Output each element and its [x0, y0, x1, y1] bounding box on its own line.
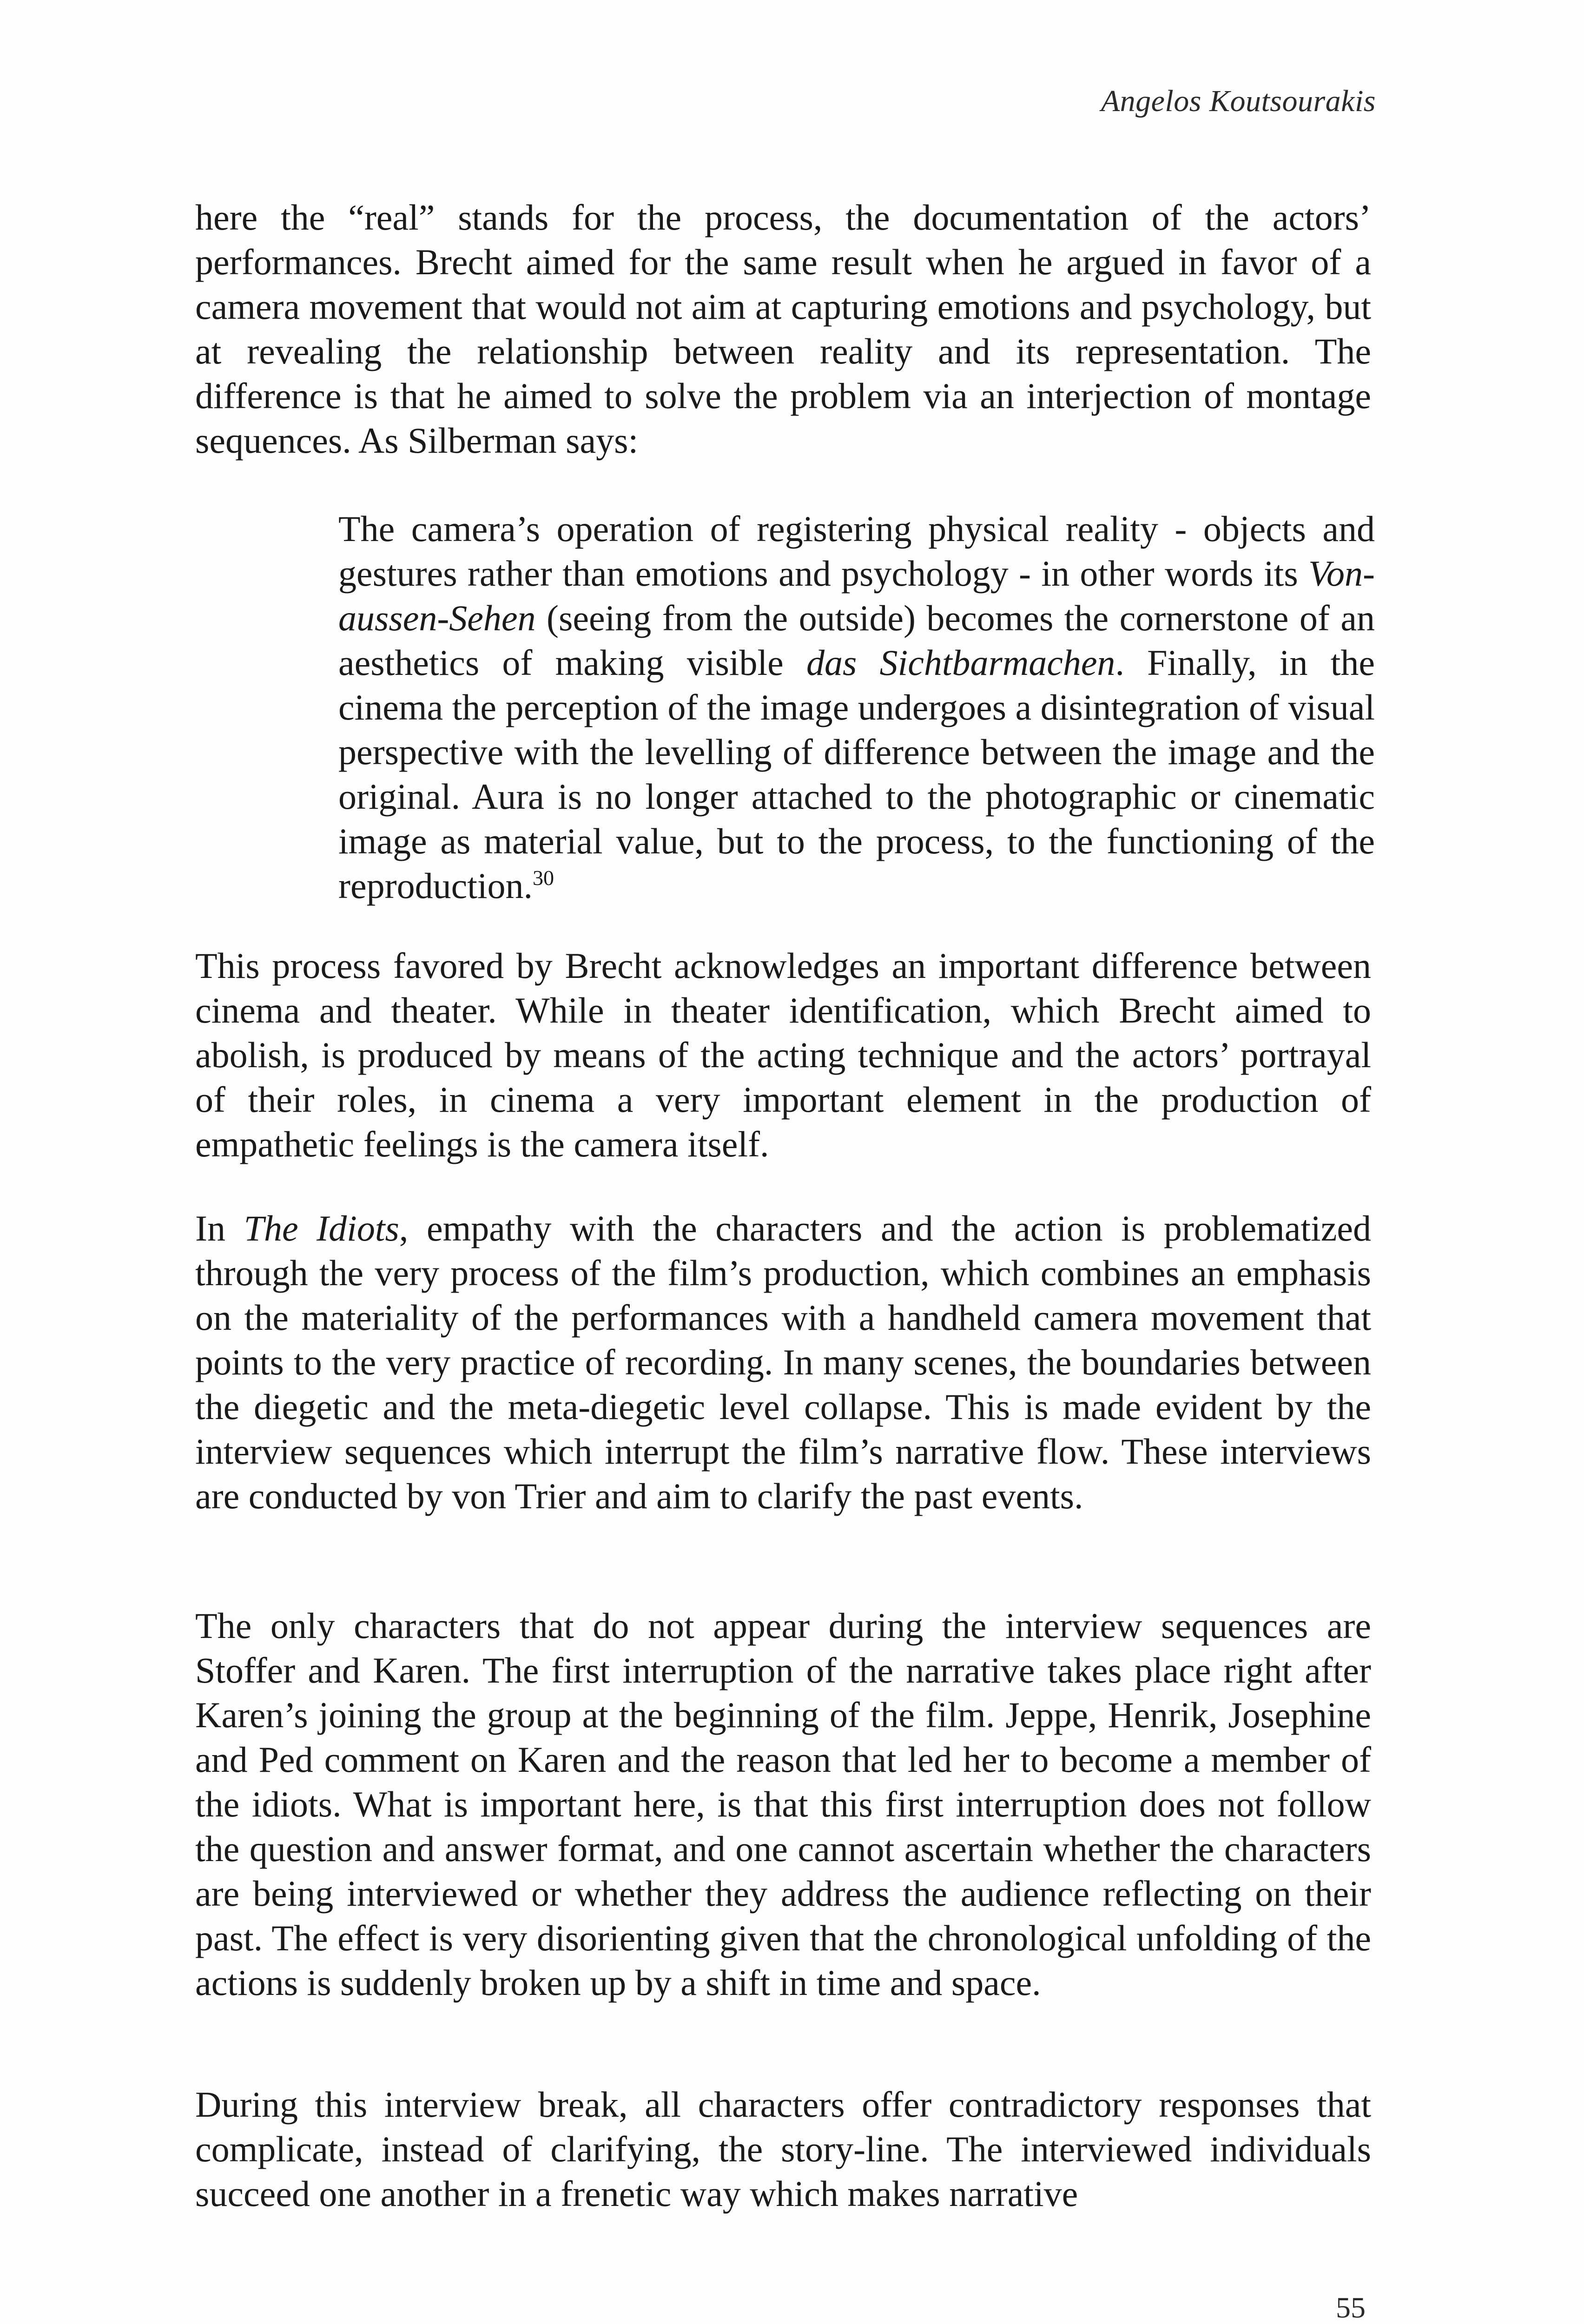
running-head-author: Angelos Koutsourakis: [1101, 84, 1376, 118]
film-title-the-idiots: The Idiots: [244, 1208, 399, 1248]
paragraph-3: [195, 1206, 1371, 1519]
paragraph-1: here the “real” stands for the process, the documentation of the actors’ performances. Brecht aimed for the same result when he argued in favor of a camera movement that would not aim at capturing emotions and psychology, but at revealing the relationship between reality and its representation. The difference is that he aimed to solve the problem via an interjection of montage sequences. As Silberman says:: [195, 197, 1371, 461]
quote-term-sichtbarmachen: das Sichtbarmachen: [806, 642, 1115, 683]
block-quote: [338, 507, 1375, 908]
quote-text-2: (seeing from the outside) becomes the cornerstone of an aesthetics of making visible: [338, 598, 1375, 683]
paragraph-2: This process favored by Brecht acknowledges an important difference between cinema and theater. While in theater identification, which Brecht aimed to abolish, is produced by means of the acting technique and the actors’ portrayal of their roles, in cinema a very important element in the production of empathetic feelings is the camera itself.: [195, 945, 1371, 1164]
page-number: 55: [1336, 2291, 1366, 2324]
quote-text-1: The camera’s operation of registering physical reality - objects and gestures rather than emotions and psychology - in other words its: [338, 508, 1375, 594]
quote-text-3: . Finally, in the cinema the perception of the image undergoes a disintegration of visual perspective with the levelling of difference between the image and the original. Aura is no longer attached to the photographic or cinematic image as material value, but to the process, to the functioning of the reproduction.: [338, 642, 1375, 906]
quote-term-von-aussen-sehen: Von-aussen-Sehen: [338, 553, 1375, 638]
paragraph-3-rest: , empathy with the characters and the action is problematized through the very process of the film’s production, which combines an emphasis on the materiality of the performances with a handheld camera movement that points to the very practice of recording. In many scenes, the boundaries between the diegetic and the meta-diegetic level collapse. This is made evident by the interview sequences which interrupt the film’s narrative flow. These interviews are conducted by von Trier and aim to clarify the past events.: [195, 1208, 1372, 1516]
paragraph-5: During this interview break, all characters offer contradictory responses that complicate, instead of clarifying, the story-line. The interviewed individuals succeed one another in a frenetic way which makes narrative: [195, 2084, 1371, 2214]
paragraph-3-intro: In: [195, 1208, 244, 1248]
paragraph-4: The only characters that do not appear during the interview sequences are Stoffer and Karen. The first interruption of the narrative takes place right after Karen’s joining the group at the beginning of the film. Jeppe, Henrik, Josephine and Ped comment on Karen and the reason that led her to become a member of the idiots. What is important here, is that this first interruption does not follow the question and answer format, and one cannot ascertain whether the characters are being interviewed or whether they address the audience reflecting on their past. The effect is very disorienting given that the chronological unfolding of the actions is suddenly broken up by a shift in time and space.: [195, 1605, 1371, 2003]
footnote-marker: 30: [533, 866, 554, 890]
